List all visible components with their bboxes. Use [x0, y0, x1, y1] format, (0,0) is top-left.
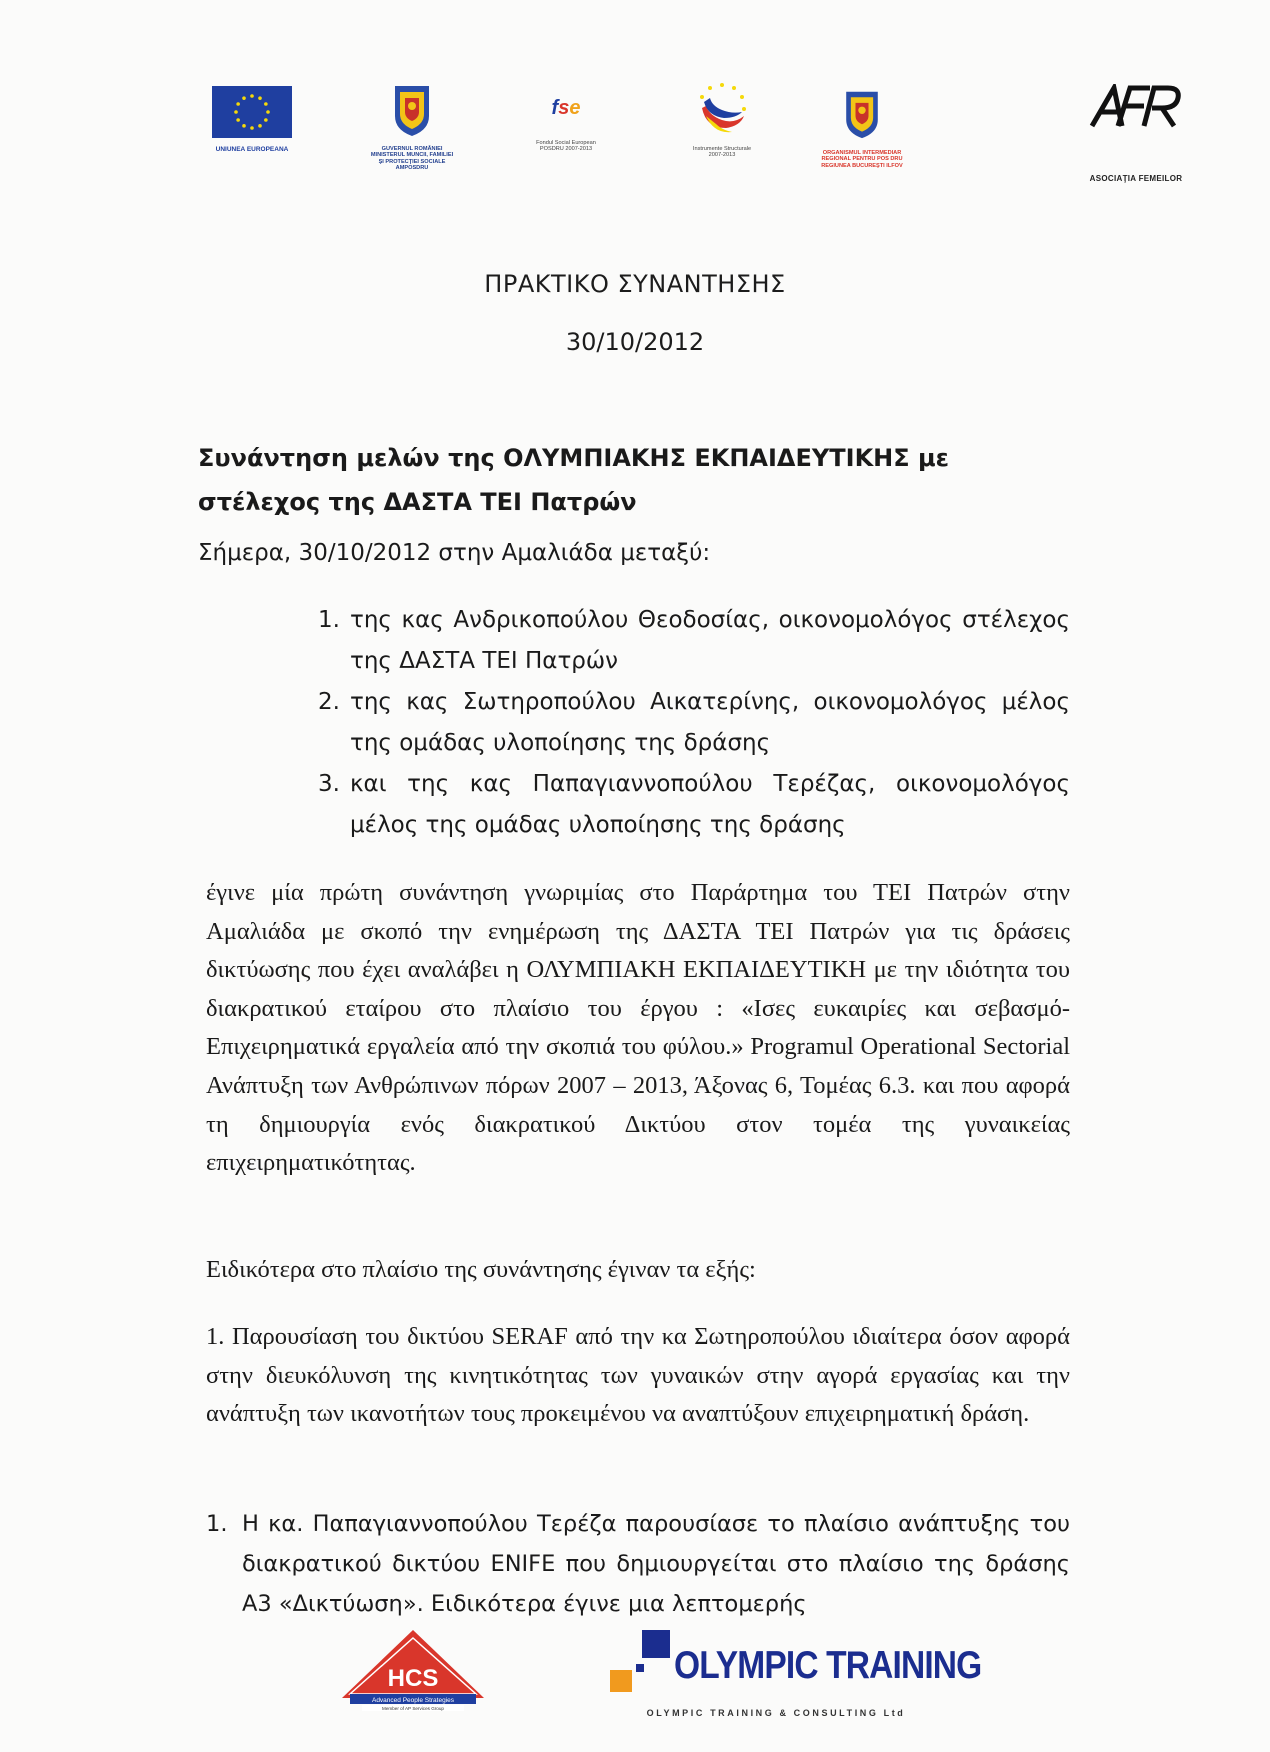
eu-star-icon	[258, 96, 262, 100]
ministry-caption-2: MINISTERUL MUNCII, FAMILIEI	[370, 152, 454, 159]
attendee-number: 3.	[318, 771, 340, 797]
ministry-caption-1: GUVERNUL ROMÂNIEI	[381, 146, 443, 152]
attendee-text: και της κας Παπαγιαννοπούλου Τερέζας, οικονομολόγος μέλος της ομάδας υλοποίησης της δράσης	[350, 771, 1070, 838]
paragraph-enife	[206, 1504, 1070, 1624]
eu-star-icon	[264, 118, 268, 122]
olympic-squares-icon	[606, 1624, 670, 1694]
instrumente-caption-2: 2007-2013	[708, 152, 736, 159]
attendee-item	[318, 764, 1070, 846]
olympic-training-subtitle: OLYMPIC TRAINING & CONSULTING Ltd	[646, 1708, 906, 1718]
attendee-number: 1.	[318, 607, 340, 633]
document-title: ΠΡΑΚΤΙΚΟ ΣΥΝΑΝΤΗΣΗΣ	[484, 270, 786, 298]
eu-star-icon	[234, 110, 238, 114]
ministry-caption-4: AMPOSDRU	[395, 165, 429, 172]
afr-caption: ASOCIAŢIA FEMEILOR	[1089, 174, 1183, 183]
ministry-caption-3: ŞI PROTECŢIEI SOCIALE	[378, 158, 446, 165]
fse-mark: fse	[551, 97, 581, 119]
eu-caption: UNIUNEA EUROPEANA	[215, 146, 289, 153]
romania-crest-icon-2	[842, 88, 882, 140]
attendee-item	[318, 682, 1070, 764]
eu-star-icon	[242, 124, 246, 128]
eu-star-icon	[236, 118, 240, 122]
romania-crest-icon	[391, 82, 433, 138]
instrumente-logo	[672, 80, 772, 159]
organism-caption-3: REGIUNEA BUCUREŞTI ILFOV	[821, 162, 903, 169]
paragraph-enife-text: Η κα. Παπαγιαννοπούλου Τερέζα παρουσίασε το πλαίσιο ανάπτυξης του διακρατικού δικτύου ENIFE που δημιουργείται στο πλαίσιο της δράσης Α3 «Δικτύωση». Ειδικότερα έγινε μια λεπτομερής	[242, 1511, 1070, 1617]
eu-star-icon	[236, 102, 240, 106]
paragraph-details-intro: Ειδικότερα στο πλαίσιο της συνάντησης έγιναν τα εξής:	[206, 1256, 756, 1283]
meeting-heading: Συνάντηση μελών της ΟΛΥΜΠΙΑΚΗΣ ΕΚΠΑΙΔΕΥΤΙΚΗΣ με στέλεχος της ΔΑΣΤΑ ΤΕΙ Πατρών	[198, 444, 950, 516]
eu-star-icon	[266, 110, 270, 114]
attendee-number: 2.	[318, 689, 340, 715]
instrumente-icon	[692, 80, 752, 138]
afr-logo	[1086, 84, 1186, 183]
hcs-subline: Member of AP Services Group	[382, 1706, 444, 1711]
document-date: 30/10/2012	[565, 328, 705, 356]
organism-caption-1: ORGANISMUL INTERMEDIAR	[822, 150, 902, 156]
intro-line: Σήμερα, 30/10/2012 στην Αμαλιάδα μεταξύ:	[198, 540, 711, 566]
paragraph-seraf: 1. Παρουσίαση του δικτύου SERAF από την κα Σωτηροπούλου ιδιαίτερα όσον αφορά στην διευκόλυνση της κινητικότητας των γυναικών στην αγορά εργασίας και την ανάπτυξη των ικανοτήτων τους προκειμένου να αναπτύξουν επιχειρηματική δράση.	[206, 1323, 1070, 1428]
hcs-logo	[340, 1628, 486, 1718]
fse-caption-2: POSDRU 2007-2013	[539, 146, 593, 153]
afr-mark-icon	[1088, 84, 1184, 128]
ministry-logo	[356, 82, 468, 172]
hcs-mark: HCS	[387, 1665, 439, 1692]
eu-star-icon	[242, 96, 246, 100]
eu-logo	[200, 86, 304, 153]
fse-logo	[518, 92, 614, 153]
eu-star-icon	[264, 102, 268, 106]
eu-star-icon	[250, 94, 254, 98]
olympic-training-mark: OLYMPIC TRAINING	[674, 1644, 982, 1687]
attendee-item	[318, 600, 1070, 682]
eu-flag-icon	[212, 86, 292, 138]
hcs-triangle-icon	[340, 1628, 486, 1714]
organism-logo	[808, 88, 916, 169]
paragraph-enife-number: 1.	[206, 1511, 228, 1537]
eu-star-icon	[258, 124, 262, 128]
attendee-text: της κας Ανδρικοπούλου Θεοδοσίας, οικονομολόγος στέλεχος της ΔΑΣΤΑ ΤΕΙ Πατρών	[350, 607, 1070, 674]
instrumente-caption-1: Instrumente Structurale	[692, 146, 752, 152]
organism-caption-2: REGIONAL PENTRU POS DRU	[821, 156, 903, 163]
attendee-text: της κας Σωτηροπούλου Αικατερίνης, οικονομολόγος μέλος της ομάδας υλοποίησης της δράσης	[350, 689, 1070, 756]
fse-caption-1: Fondul Social European	[536, 140, 596, 146]
attendee-list	[318, 600, 1070, 846]
paragraph-main: έγινε μία πρώτη συνάντηση γνωριμίας στο Παράρτημα του ΤΕΙ Πατρών στην Αμαλιάδα με σκοπό την ενημέρωση της ΔΑΣΤΑ ΤΕΙ Πατρών για τις δράσεις δικτύωσης που έχει αναλάβει η ΟΛΥΜΠΙΑΚΗ ΕΚΠΑΙΔΕΥΤΙΚΗ με την ιδιότητα του διακρατικού εταίρου στο πλαίσιο του έργου : «Ισες ευκαιρίες και σεβασμό- Επιχειρηματικά εργαλεία από την σκοπιά του φύλου.» Programul Operational Sectorial Ανάπτυξη των Ανθρώπινων πόρων 2007 – 2013, Άξονας 6, Τομέας 6.3. και που αφορά τη δημιουργία ενός διακρατικού Δικτύου στον τομέα της γυναικείας επιχειρηματικότητας.	[206, 879, 1070, 1177]
hcs-tagline: Advanced People Strategies	[371, 1697, 455, 1704]
eu-star-icon	[250, 126, 254, 130]
